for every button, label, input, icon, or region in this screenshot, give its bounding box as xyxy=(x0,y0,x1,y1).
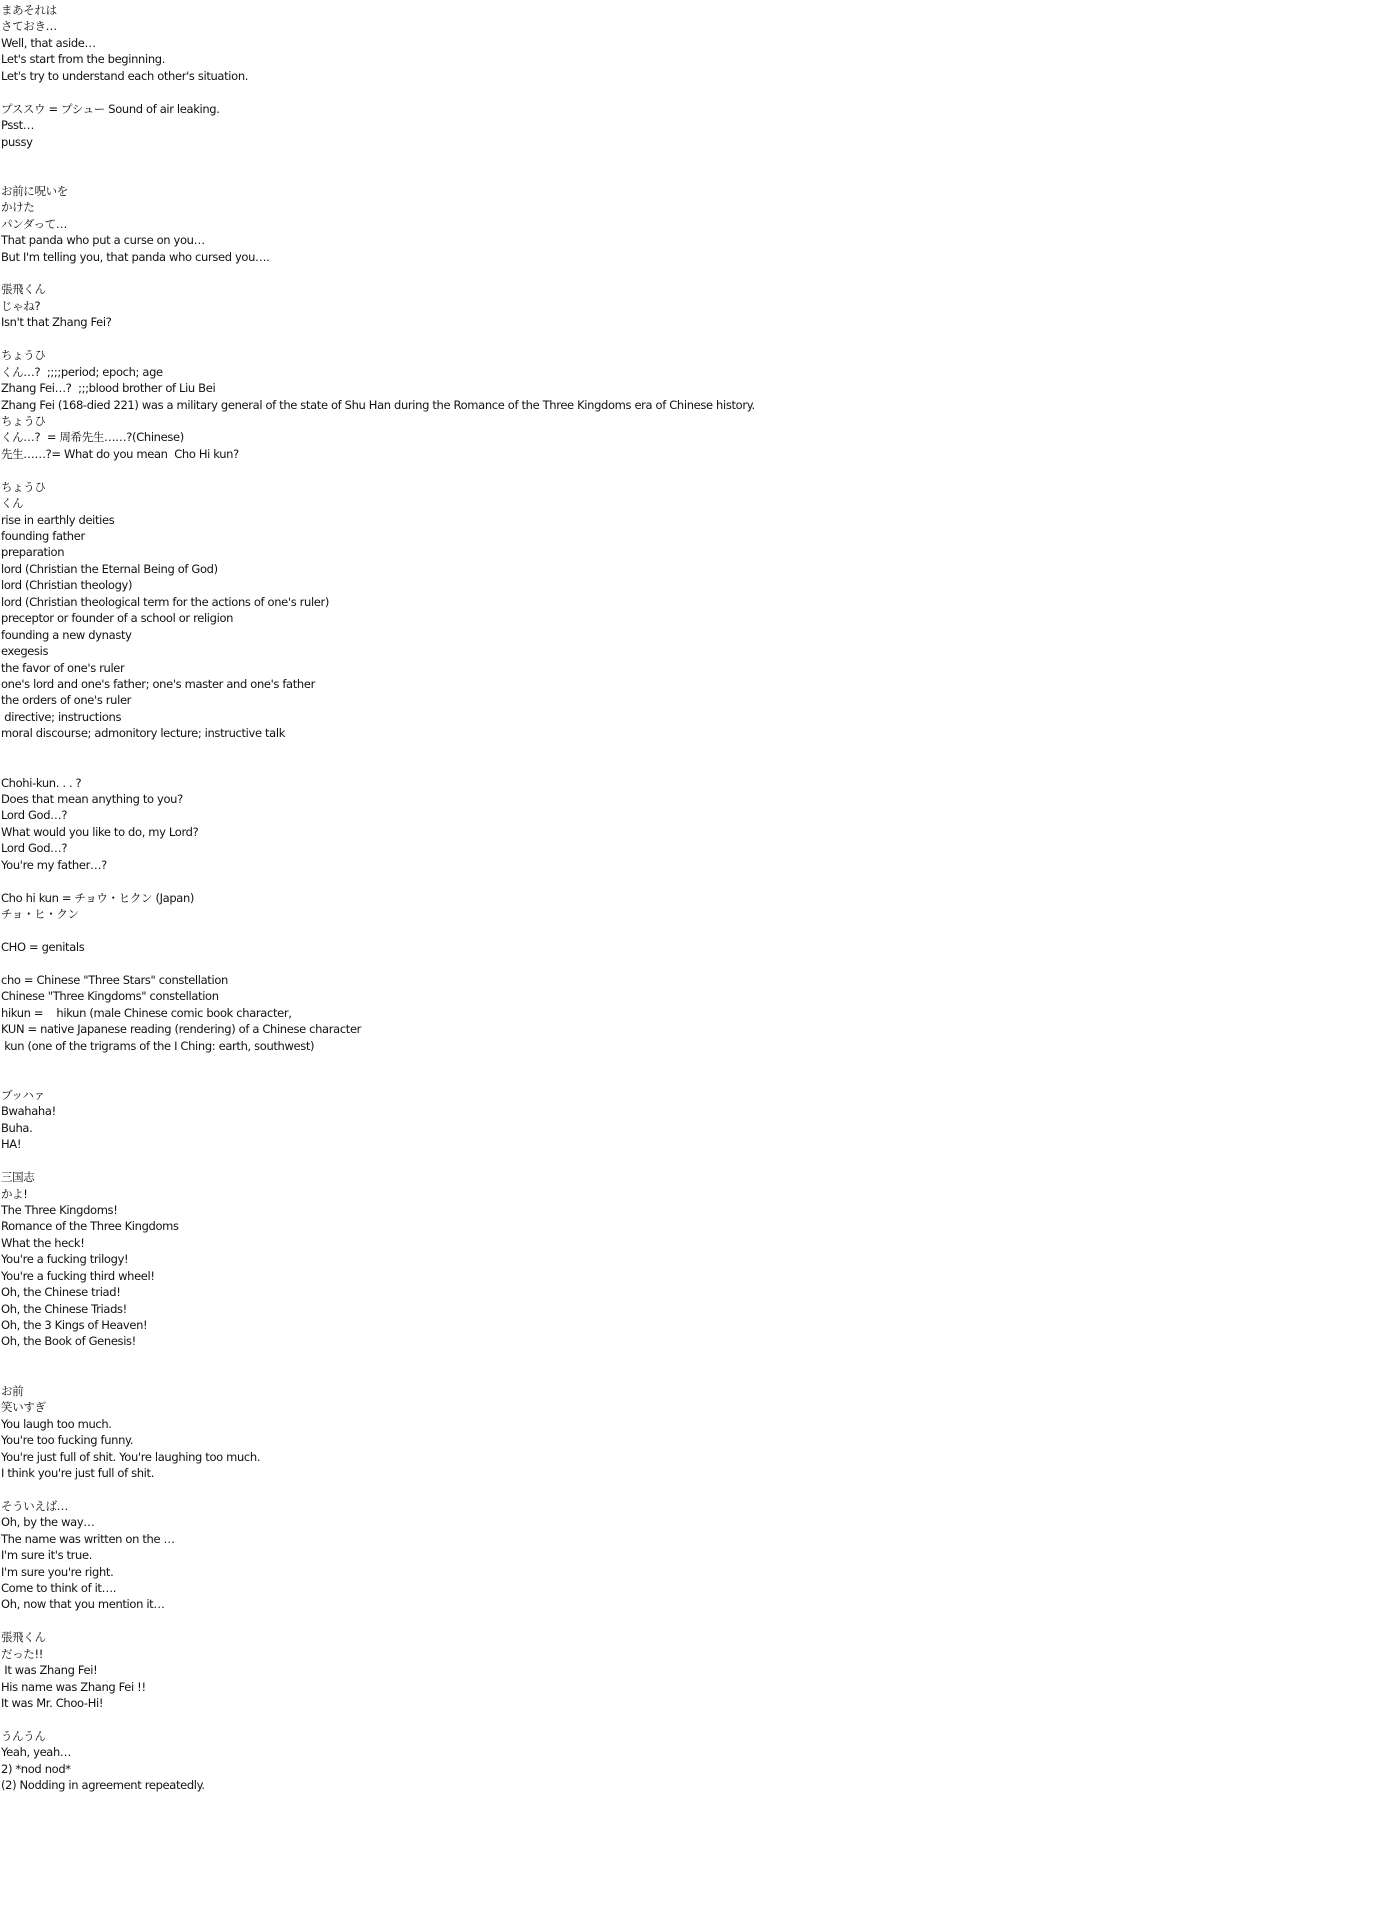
text-line: Oh, by the way… xyxy=(1,1515,95,1530)
text-line: preparation xyxy=(1,545,65,560)
text-line: You're just full of shit. You're laughing too much. xyxy=(1,1449,261,1464)
text-line: ちょうひ xyxy=(1,479,46,494)
text-line: founding a new dynasty xyxy=(1,627,132,642)
text-line xyxy=(1,1366,1371,1382)
text-line: 先生……?= What do you mean Cho Hi kun? xyxy=(1,446,239,461)
text-line: You're too fucking funny. xyxy=(1,1433,134,1448)
text-line: the favor of one's ruler xyxy=(1,660,125,675)
text-line: CHO = genitals xyxy=(1,939,85,954)
text-line: かよ! xyxy=(1,1186,28,1201)
text-line: 笑いすぎ xyxy=(1,1400,46,1415)
text-line xyxy=(1,1481,1371,1497)
text-line xyxy=(1,1712,1371,1728)
text-line: You're a fucking third wheel! xyxy=(1,1268,155,1283)
text-line: exegesis xyxy=(1,644,49,659)
text-line: lord (Christian theology) xyxy=(1,578,133,593)
text-line: the orders of one's ruler xyxy=(1,693,132,708)
text-line: Cho hi kun = チョウ・ヒクン (Japan) xyxy=(1,890,195,905)
text-line xyxy=(1,462,1371,478)
text-line: Oh, the Chinese Triads! xyxy=(1,1301,127,1316)
text-line xyxy=(1,265,1371,281)
text-line: lord (Christian theological term for the actions of one's ruler) xyxy=(1,594,330,609)
text-line: You're a fucking trilogy! xyxy=(1,1252,129,1267)
text-line xyxy=(1,331,1371,347)
text-line xyxy=(1,742,1371,758)
text-line: Chohi-kun. . . ? xyxy=(1,775,82,790)
text-line: Come to think of it…. xyxy=(1,1581,117,1595)
text-line: Zhang Fei (168-died 221) was a military general of the state of Shu Han during the Romance of the Three Kingdoms era of Chinese history. xyxy=(1,397,755,412)
text-line: But I'm telling you, that panda who cursed you…. xyxy=(1,249,270,264)
text-line: うんうん xyxy=(1,1728,46,1743)
text-line: くん…? = 周希先生……?(Chinese) xyxy=(1,430,184,445)
text-line: The Three Kingdoms! xyxy=(1,1202,118,1217)
text-line: What would you like to do, my Lord? xyxy=(1,824,199,839)
text-line xyxy=(1,873,1371,889)
text-line xyxy=(1,150,1371,166)
text-line: 張飛くん xyxy=(1,282,46,297)
text-line: まあそれは xyxy=(1,3,57,17)
text-line: 2) *nod nod* xyxy=(1,1761,71,1776)
text-line xyxy=(1,166,1371,182)
text-line: Lord God…? xyxy=(1,808,68,823)
text-line: lord (Christian the Eternal Being of God) xyxy=(1,561,218,576)
text-line: くん xyxy=(1,496,24,511)
text-line: ちょうひ xyxy=(1,413,46,428)
text-line: rise in earthly deities xyxy=(1,512,115,527)
text-line: チョ・ヒ・クン xyxy=(1,907,79,922)
text-line xyxy=(1,758,1371,774)
text-line: Psst… xyxy=(1,118,34,133)
text-line xyxy=(1,84,1371,100)
text-line: moral discourse; admonitory lecture; instructive talk xyxy=(1,726,286,741)
text-line: ブッハァ xyxy=(1,1087,45,1102)
text-line: pussy xyxy=(1,134,33,149)
text-line: Well, that aside… xyxy=(1,35,96,50)
text-line: one's lord and one's father; one's master and one's father xyxy=(1,676,315,691)
text-line: I'm sure you're right. xyxy=(1,1564,114,1579)
text-line: プススウ = プシュー Sound of air leaking. xyxy=(1,101,220,116)
text-line: What the heck! xyxy=(1,1235,85,1250)
text-line: Oh, the Chinese triad! xyxy=(1,1285,121,1300)
text-line: His name was Zhang Fei !! xyxy=(1,1679,146,1694)
text-line: Let's start from the beginning. xyxy=(1,52,166,67)
text-line: You're my father…? xyxy=(1,857,107,872)
text-line: HA! xyxy=(1,1137,22,1152)
text-line: くん…? ;;;;period; epoch; age xyxy=(1,364,163,379)
text-line: 三国志 xyxy=(1,1170,35,1185)
text-line: founding father xyxy=(1,529,85,543)
text-line: Buha. xyxy=(1,1120,33,1135)
text-line: Chinese "Three Kingdoms" constellation xyxy=(1,989,219,1004)
text-line xyxy=(1,1070,1371,1086)
text-line: Oh, now that you mention it… xyxy=(1,1597,165,1612)
text-line: そういえば… xyxy=(1,1498,68,1513)
text-line: Oh, the 3 Kings of Heaven! xyxy=(1,1318,148,1332)
text-line: Romance of the Three Kingdoms xyxy=(1,1219,179,1234)
text-line: お前 xyxy=(1,1383,24,1398)
text-line: Zhang Fei…? ;;;blood brother of Liu Bei xyxy=(1,381,216,396)
text-line: cho = Chinese "Three Stars" constellation xyxy=(1,972,228,987)
text-line: かけた xyxy=(1,200,35,215)
document-text xyxy=(1,2,1371,1794)
text-line xyxy=(1,1054,1371,1070)
text-line: The name was written on the … xyxy=(1,1531,175,1546)
text-line: Does that mean anything to you? xyxy=(1,792,183,806)
text-line: 張飛くん xyxy=(1,1630,46,1645)
text-line: That panda who put a curse on you… xyxy=(1,233,205,248)
text-line: だった!! xyxy=(1,1646,43,1661)
text-line xyxy=(1,923,1371,939)
text-line xyxy=(1,955,1371,971)
text-line: じゃね? xyxy=(1,298,41,313)
text-line: kun (one of the trigrams of the I Ching: earth, southwest) xyxy=(1,1038,315,1053)
text-line: Yeah, yeah… xyxy=(1,1745,72,1760)
text-line: It was Mr. Choo-Hi! xyxy=(1,1696,104,1711)
text-line: (2) Nodding in agreement repeatedly. xyxy=(1,1778,205,1793)
text-line: Bwahaha! xyxy=(1,1104,56,1119)
text-line: さておき… xyxy=(1,19,57,34)
text-line: Isn't that Zhang Fei? xyxy=(1,315,112,330)
text-line xyxy=(1,1153,1371,1169)
text-line: directive; instructions xyxy=(1,709,122,724)
text-line xyxy=(1,1613,1371,1629)
text-line: It was Zhang Fei! xyxy=(1,1663,98,1678)
text-line: I think you're just full of shit. xyxy=(1,1465,154,1480)
text-line: hikun = hikun (male Chinese comic book character, xyxy=(1,1005,292,1020)
text-line: お前に呪いを xyxy=(1,183,68,198)
text-line: KUN = native Japanese reading (rendering) of a Chinese character xyxy=(1,1022,362,1037)
text-line: Oh, the Book of Genesis! xyxy=(1,1334,136,1349)
text-line: Let's try to understand each other's situation. xyxy=(1,68,249,83)
text-line: You laugh too much. xyxy=(1,1416,112,1431)
text-line xyxy=(1,1350,1371,1366)
text-line: Lord God…? xyxy=(1,841,68,856)
text-line: I'm sure it's true. xyxy=(1,1548,93,1563)
text-line: preceptor or founder of a school or religion xyxy=(1,611,234,626)
text-line: ちょうひ xyxy=(1,348,46,363)
text-line: パンダって… xyxy=(1,216,67,231)
